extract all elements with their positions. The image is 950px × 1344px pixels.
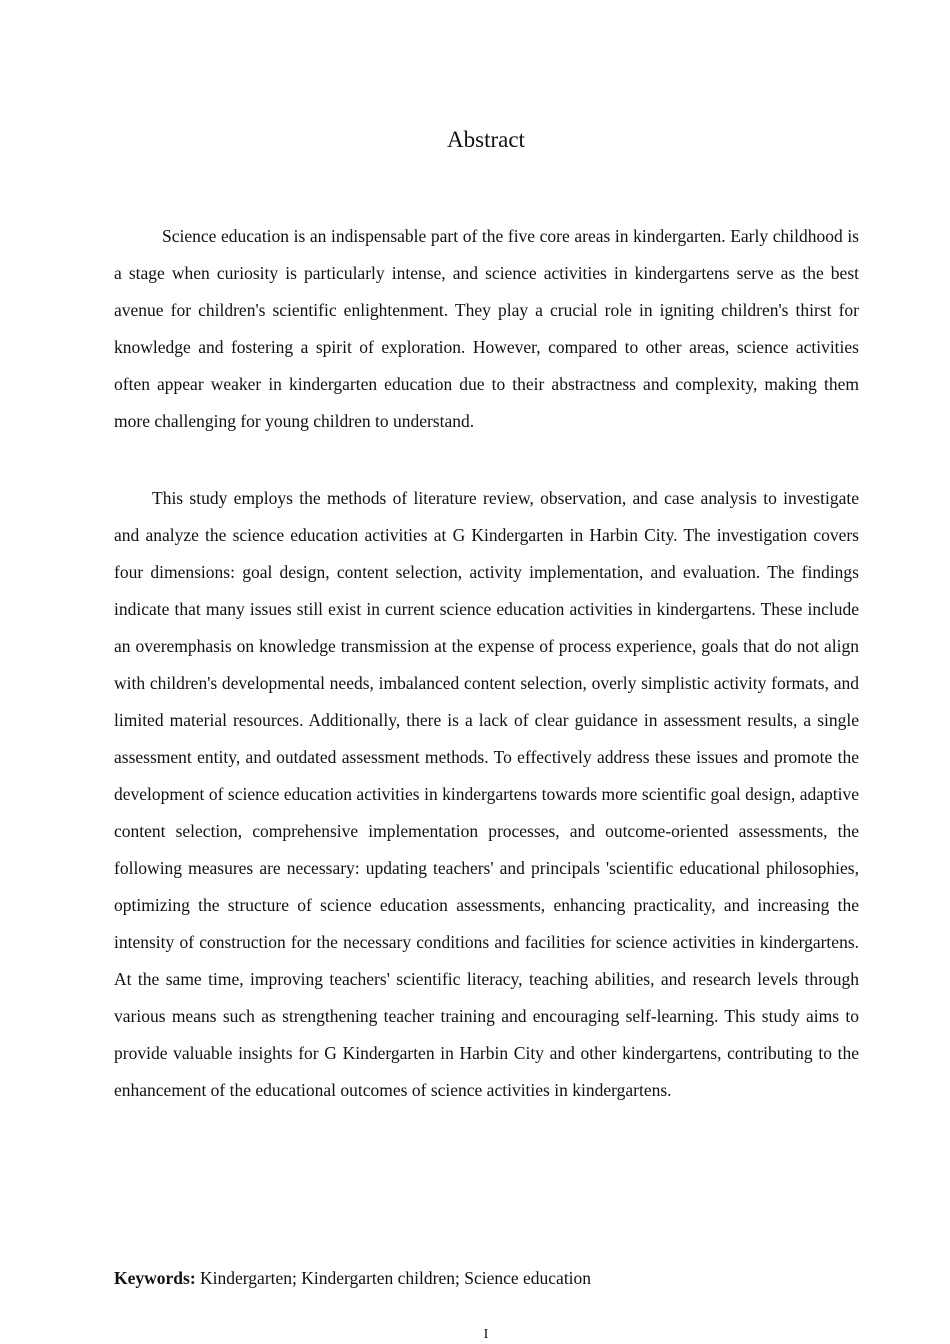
- keywords-line: [114, 1264, 859, 1292]
- keywords-label: Keywords:: [114, 1268, 196, 1288]
- page-number: I: [483, 1327, 489, 1342]
- keywords-list: Kindergarten; Kindergarten children; Science education: [200, 1268, 592, 1288]
- abstract-paragraph-1: Science education is an indispensable part of the five core areas in kindergarten. Early childhood is a stage when curiosity is particularly intense, and science activities in kindergartens serve as the best avenue for children's scientific enlightenment. They play a crucial role in igniting children's thirst for knowledge and fostering a spirit of exploration. However, compared to other areas, science activities often appear weaker in kindergarten education due to their abstractness and complexity, making them more challenging for young children to understand.: [114, 226, 859, 431]
- abstract-title: Abstract: [447, 127, 525, 152]
- abstract-paragraph-2: This study employs the methods of literature review, observation, and case analysis to investigate and analyze the science education activities at G Kindergarten in Harbin City. The investigation covers four dimensions: goal design, content selection, activity implementation, and evaluation. The findings indicate that many issues still exist in current science education activities in kindergartens. These include an overemphasis on knowledge transmission at the expense of process experience, goals that do not align with children's developmental needs, imbalanced content selection, overly simplistic activity formats, and limited material resources. Additionally, there is a lack of clear guidance in assessment results, a single assessment entity, and outdated assessment methods. To effectively address these issues and promote the development of science education activities in kindergartens towards more scientific goal design, adaptive content selection, comprehensive implementation processes, and outcome-oriented assessments, the following measures are necessary: updating teachers' and principals 'scientific educational philosophies, optimizing the structure of science education assessments, enhancing practicality, and increasing the intensity of construction for the necessary conditions and facilities for science activities in kindergartens. At the same time, improving teachers' scientific literacy, teaching abilities, and research levels through various means such as strengthening teacher training and encouraging self-learning. This study aims to provide valuable insights for G Kindergarten in Harbin City and other kindergartens, contributing to the enhancement of the educational outcomes of science activities in kindergartens.: [114, 488, 859, 1100]
